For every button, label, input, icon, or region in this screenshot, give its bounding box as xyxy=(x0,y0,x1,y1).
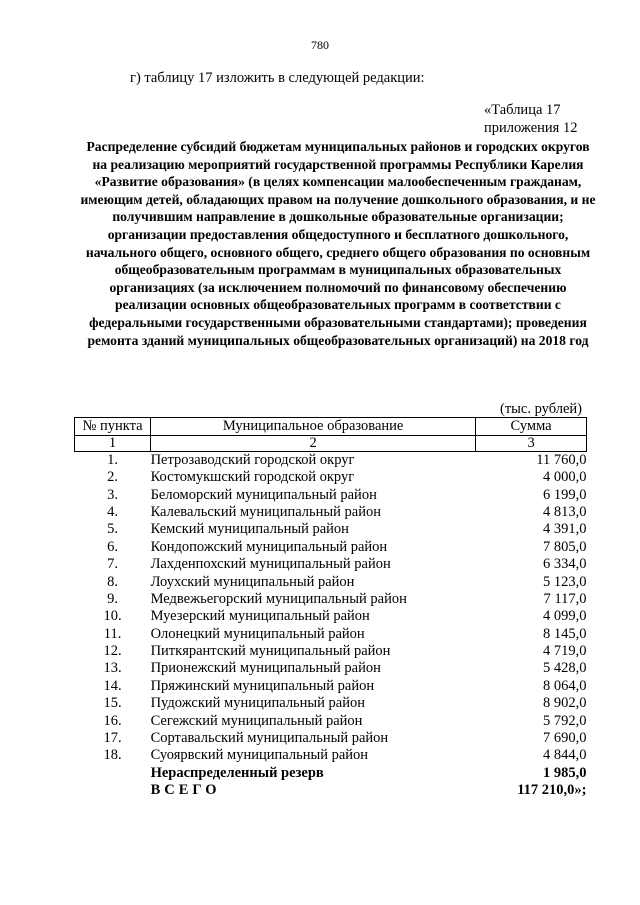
row-number: 4. xyxy=(107,503,118,520)
page-number: 780 xyxy=(311,38,329,52)
units-label: (тыс. рублей) xyxy=(500,401,582,417)
row-number: 11. xyxy=(103,625,122,642)
row-number: 9. xyxy=(107,590,118,607)
row-number: 7. xyxy=(107,556,118,573)
row-municipality: Костомукшский городской округ xyxy=(150,469,355,486)
column-index-row xyxy=(75,436,587,452)
row-sum: 6 199,0 xyxy=(543,486,587,503)
row-municipality: Пудожский муниципальный район xyxy=(150,695,366,712)
table-row xyxy=(75,643,587,660)
row-number: 14. xyxy=(103,677,122,694)
row-sum: 7 690,0 xyxy=(543,730,587,747)
row-municipality: Беломорский муниципальный район xyxy=(150,486,377,503)
table-row xyxy=(75,573,587,590)
header-item-number: № пункта xyxy=(75,418,151,436)
table-row xyxy=(75,539,587,556)
row-municipality: Сегежский муниципальный район xyxy=(150,712,363,729)
table-reference xyxy=(484,101,577,137)
row-sum: 4 719,0 xyxy=(543,643,587,660)
row-number: 16. xyxy=(103,712,122,729)
row-number: 2. xyxy=(107,469,118,486)
row-sum: 5 123,0 xyxy=(543,573,587,590)
table-row xyxy=(75,608,587,625)
intro-text: г) таблицу 17 изложить в следующей редакции: xyxy=(130,70,425,86)
column-index-1: 1 xyxy=(75,436,151,452)
table-row xyxy=(75,678,587,695)
table-ref-line-1: «Таблица 17 xyxy=(484,102,561,118)
table-header-row xyxy=(75,418,587,436)
row-sum: 7 805,0 xyxy=(543,538,587,555)
table-row xyxy=(75,712,587,729)
subsidy-table xyxy=(74,417,587,799)
row-municipality: Лахденпохский муниципальный район xyxy=(150,556,391,573)
table-row xyxy=(75,660,587,677)
column-index-3: 3 xyxy=(476,436,587,452)
row-number: 18. xyxy=(103,747,122,764)
total-sum: 117 210,0»; xyxy=(517,782,587,799)
table-row xyxy=(75,626,587,643)
table-row xyxy=(75,730,587,747)
row-municipality: Кемский муниципальный район xyxy=(150,521,349,538)
row-municipality: Сортавальский муниципальный район xyxy=(150,730,389,747)
row-sum: 4 000,0 xyxy=(543,469,587,486)
row-number: 13. xyxy=(103,660,122,677)
row-number: 1. xyxy=(107,452,118,468)
document-title: Распределение субсидий бюджетам муниципальных районов и городских округов на реализацию мероприятий государственной программы Республики Карелия «Развитие образования» (в целях компенсации малообеспеченным гражданам, имеющим детей, обладающих правом на получение дошкольного образования, и не получившим направление в дошкольные образовательные организации; организации предоставления общедоступного и бесплатного дошкольного, начального общего, основного общего, среднего общего образования по основным общеобразовательным программам в муниципальных образовательных организациях (за исключением полномочий по финансовому обеспечению реализации основных общеобразовательных программ в соответствии с федеральными государственными образовательными стандартами); проведения ремонта зданий муниципальных общеобразовательных организаций) на 2018 год xyxy=(80,139,596,348)
row-sum: 7 117,0 xyxy=(543,590,587,607)
table-row xyxy=(75,591,587,608)
table-row xyxy=(75,486,587,503)
reserve-label: Нераспределенный резерв xyxy=(150,764,324,781)
table-row xyxy=(75,469,587,486)
table-row xyxy=(75,695,587,712)
row-municipality: Питкярантский муниципальный район xyxy=(150,643,391,660)
row-municipality: Суоярвский муниципальный район xyxy=(150,747,369,764)
row-municipality: Прионежский муниципальный район xyxy=(150,660,381,677)
row-sum: 8 145,0 xyxy=(543,625,587,642)
row-sum: 6 334,0 xyxy=(543,556,587,573)
total-label: ВСЕГО xyxy=(150,782,221,799)
row-municipality: Муезерский муниципальный район xyxy=(150,608,370,625)
table-row xyxy=(75,556,587,573)
table-row xyxy=(75,504,587,521)
header-sum: Сумма xyxy=(476,418,587,436)
row-sum: 8 902,0 xyxy=(543,695,587,712)
table-row xyxy=(75,747,587,764)
column-index-2: 2 xyxy=(151,436,476,452)
row-sum: 4 099,0 xyxy=(543,608,587,625)
row-number: 5. xyxy=(107,521,118,538)
row-number: 3. xyxy=(107,486,118,503)
row-number: 8. xyxy=(107,573,118,590)
reserve-sum: 1 985,0 xyxy=(543,764,587,781)
row-municipality: Петрозаводский городской округ xyxy=(150,452,355,468)
total-row xyxy=(75,782,587,799)
row-sum: 11 760,0 xyxy=(536,452,587,468)
table-ref-line-2: приложения 12 xyxy=(484,120,578,136)
row-municipality: Калевальский муниципальный район xyxy=(150,503,381,520)
row-sum: 4 813,0 xyxy=(543,503,587,520)
table-row xyxy=(75,521,587,538)
row-number: 15. xyxy=(103,695,122,712)
row-municipality: Медвежьегорский муниципальный район xyxy=(150,590,407,607)
row-sum: 5 792,0 xyxy=(543,712,587,729)
row-number: 12. xyxy=(103,643,122,660)
row-sum: 4 844,0 xyxy=(543,747,587,764)
row-number: 6. xyxy=(107,538,118,555)
row-sum: 4 391,0 xyxy=(543,521,587,538)
row-sum: 8 064,0 xyxy=(543,677,587,694)
row-municipality: Лоухский муниципальный район xyxy=(150,573,355,590)
table-row xyxy=(75,452,587,470)
row-municipality: Кондопожский муниципальный район xyxy=(150,538,388,555)
row-number: 17. xyxy=(103,730,122,747)
header-municipality: Муниципальное образование xyxy=(151,418,476,436)
row-number: 10. xyxy=(103,608,122,625)
row-municipality: Олонецкий муниципальный район xyxy=(150,625,365,642)
reserve-row xyxy=(75,765,587,782)
row-sum: 5 428,0 xyxy=(543,660,587,677)
row-municipality: Пряжинский муниципальный район xyxy=(150,677,375,694)
